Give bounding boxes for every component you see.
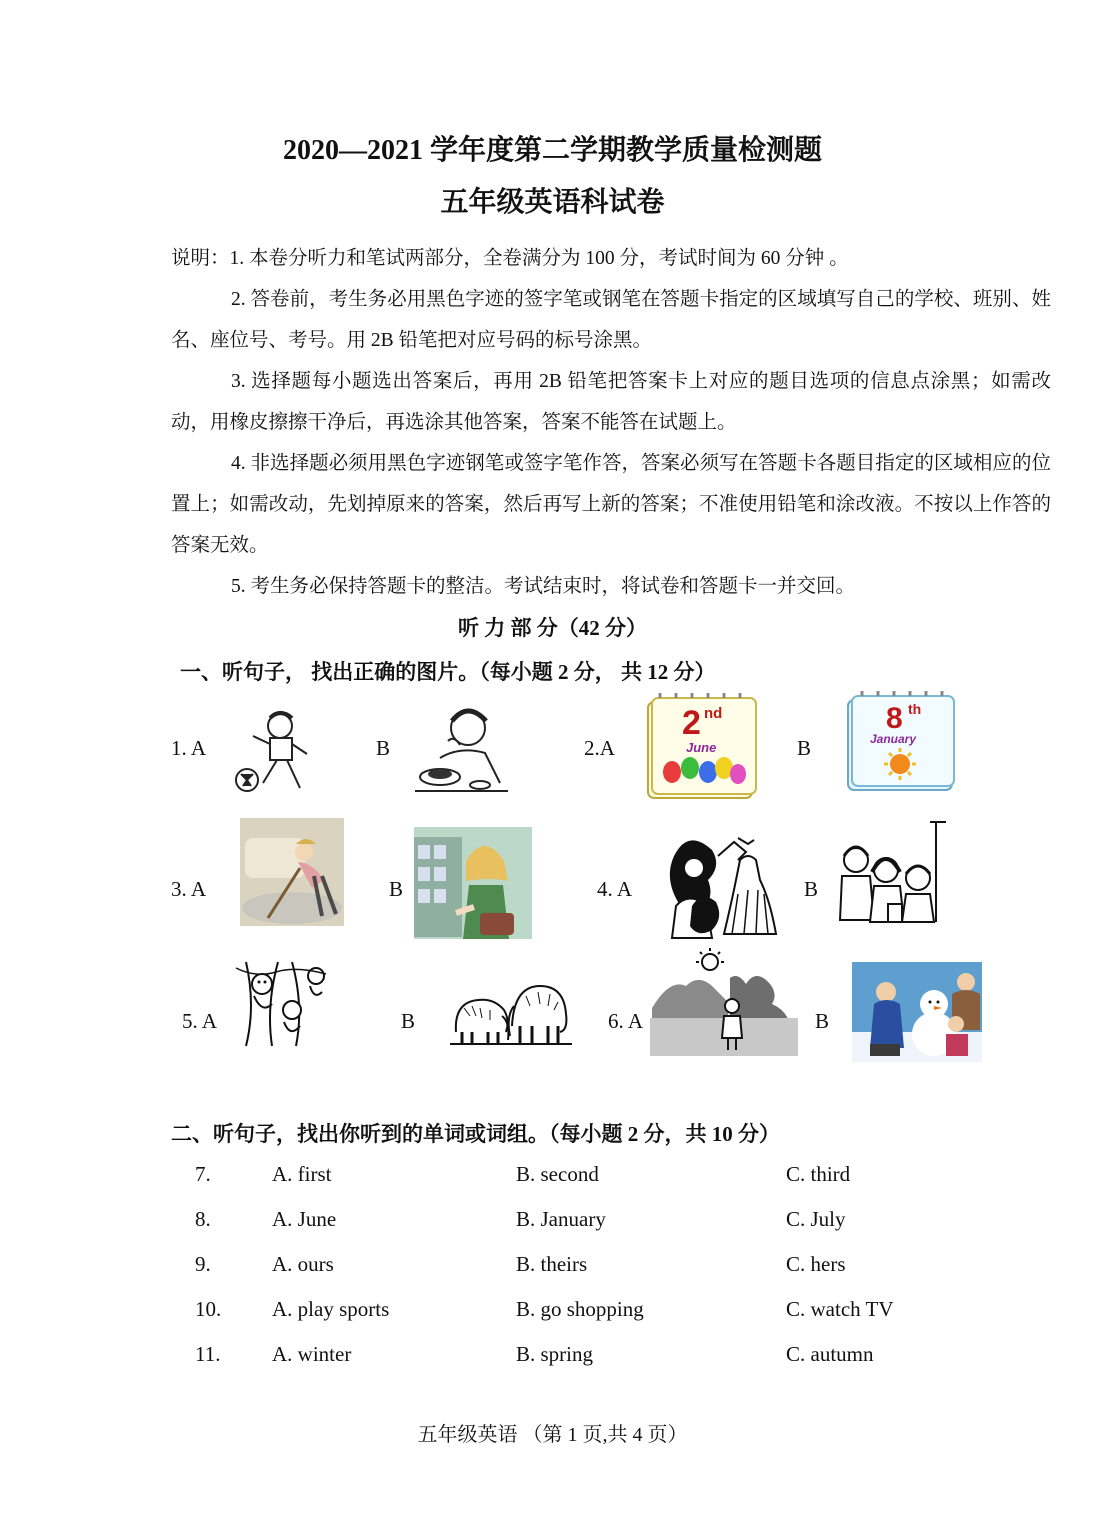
boy-playing-football-image [225,708,320,796]
calendar-b-day: 8 [886,702,903,735]
q4-option-a-label: 4. A [597,877,633,901]
exam-title: 2020—2021 学年度第二学期教学质量检测题 [282,135,822,166]
children-building-snowman-image [852,962,982,1062]
q5-option-a-label: 5. A [182,1009,218,1033]
q9-option-a: A. ours [272,1252,334,1276]
q4-option-b-label: B [804,877,819,901]
boy-eating-image [410,703,510,798]
calendar-b-suffix: th [908,701,922,717]
q3-option-a-label: 3. A [171,877,207,901]
q10-option-a: A. play sports [272,1297,390,1321]
q7-option-c: C. third [786,1162,851,1186]
calendar-a-suffix: nd [704,705,723,722]
family-at-door-image [836,820,954,930]
q10-option-c: C. watch TV [786,1297,894,1321]
instruction-2: 2. 答卷前，考生务必用黑色字迹的签字笔或钢笔在答题卡指定的区域填写自己的学校、班别、姓名、座位号、考号。用 2B 铅笔把对应号码的标号涂黑。 [171,289,1051,351]
q5-option-b-label: B [401,1009,416,1033]
calendar-january-8th-image [842,690,960,794]
q2-option-a-label: 2.A [584,736,615,760]
q10-option-b: B. go shopping [516,1297,644,1321]
q9-option-b: B. theirs [516,1252,588,1276]
girl-shopping-image [414,827,532,939]
calendar-b-month: January [870,732,917,746]
q11-option-c: C. autumn [786,1342,874,1366]
q1-option-b-label: B [376,736,391,760]
q7-option-a: A. first [272,1162,332,1186]
q9-option-c: C. hers [786,1252,846,1276]
q6-option-b-label: B [815,1009,830,1033]
q11-option-a: A. winter [272,1342,352,1366]
part1-heading: 一、听句子， 找出正确的图片。（每小题 2 分， 共 12 分） [180,660,716,684]
exam-subtitle: 五年级英语科试卷 [440,187,665,218]
page-footer: 五年级英语 （第 1 页,共 4 页） [417,1424,688,1446]
q11-number: 11. [195,1342,221,1366]
instructions [171,238,1051,607]
calendar-a-day: 2 [682,704,701,742]
q8-option-b: B. January [516,1207,606,1231]
q8-option-a: A. June [272,1207,337,1231]
q11-option-b: B. spring [516,1342,594,1366]
q8-option-c: C. July [786,1207,846,1231]
q9-number: 9. [195,1252,211,1276]
part2-heading: 二、听句子，找出你听到的单词或词组。（每小题 2 分，共 10 分） [171,1122,780,1146]
sunny-landscape-image [650,948,798,1056]
q1-option-a-label: 1. A [171,736,207,760]
instruction-1: 说明：1. 本卷分听力和笔试两部分，全卷满分为 100 分，考试时间为 60 分钟 。 [171,248,849,269]
listening-section-title: 听 力 部 分（42 分） [458,616,647,640]
q10-number: 10. [195,1297,222,1321]
q2-option-b-label: B [797,736,812,760]
calendar-a-month: June [686,740,717,755]
monkeys-in-tree-image [232,960,330,1048]
girl-sweeping-floor-image [240,818,344,926]
elephants-image [450,976,572,1048]
q3-option-b-label: B [389,877,404,901]
instruction-3: 3. 选择题每小题选出答案后，再用 2B 铅笔把答案卡上对应的题目选项的信息点涂黑；如需改动，用橡皮擦擦干净后，再选涂其他答案，答案不能答在试题上。 [171,371,1051,433]
instruction-5: 5. 考生务必保持答题卡的整洁。考试结束时，将试卷和答题卡一并交回。 [231,576,856,597]
instruction-4: 4. 非选择题必须用黑色字迹钢笔或签字笔作答，答案必须写在答题卡各题目指定的区域相应的位置上；如需改动，先划掉原来的答案，然后再写上新的答案；不准使用铅笔和涂改液。不按以上作答的答案无效。 [171,453,1051,556]
women-with-dress-image [668,826,788,940]
q8-number: 8. [195,1207,211,1231]
calendar-june-2nd-image [642,692,762,804]
q7-option-b: B. second [516,1162,599,1186]
q7-number: 7. [195,1162,211,1186]
q6-option-a-label: 6. A [608,1009,644,1033]
